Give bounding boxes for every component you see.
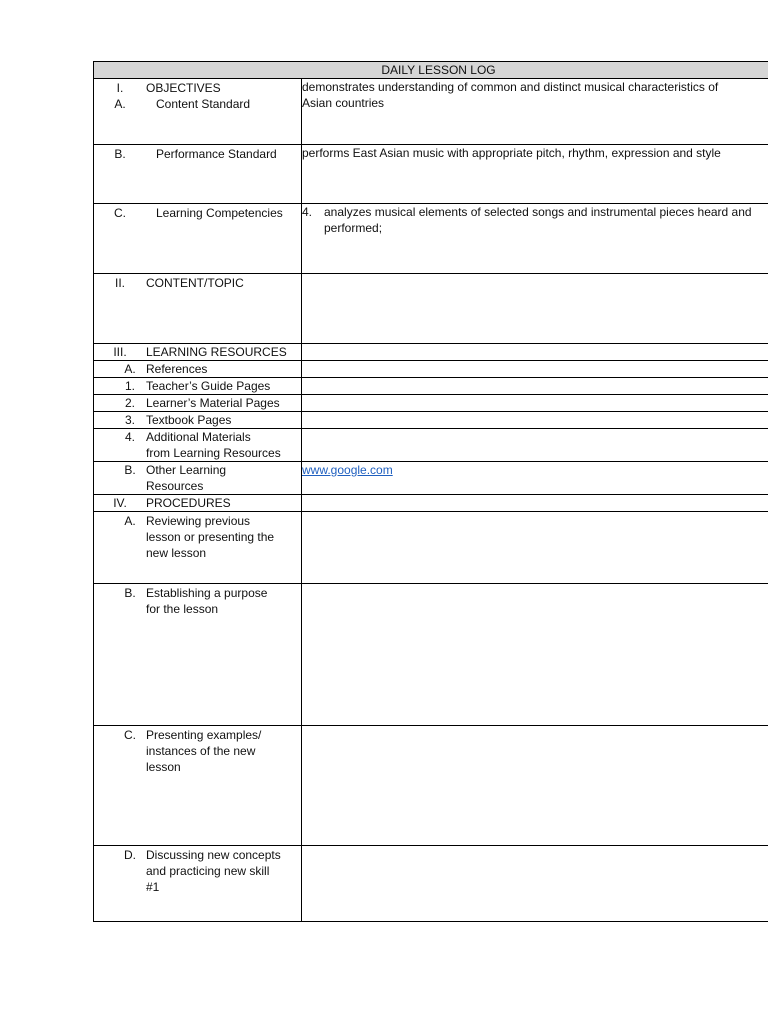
item-label-line-3: lesson — [146, 760, 181, 774]
section-num: II. — [114, 276, 125, 290]
cell-left — [94, 412, 302, 429]
item-label-line-2: for the lesson — [146, 602, 219, 616]
row-procedure-d — [94, 846, 768, 922]
section-num: I. — [116, 81, 124, 95]
table-header: DAILY LESSON LOG — [94, 62, 768, 79]
competency-text: analyzes musical elements of selected songs and instrumental pieces heard and performed; — [324, 205, 752, 235]
row-additional-materials — [94, 429, 768, 462]
item-label-line-1: Discussing new concepts — [146, 848, 281, 862]
item-num: 3. — [124, 413, 135, 427]
item-label-line-3: #1 — [146, 880, 160, 894]
cell-left — [94, 462, 302, 495]
cell-left — [94, 378, 302, 395]
row-content-standard — [94, 79, 768, 145]
item-label-line-1: Establishing a purpose — [146, 586, 268, 600]
item-num: B. — [124, 586, 136, 600]
cell-right — [302, 726, 768, 846]
cell-right — [302, 361, 768, 378]
cell-left — [94, 79, 302, 145]
item-label: Performance Standard — [156, 147, 277, 161]
row-other-resources — [94, 462, 768, 495]
performance-standard-text: performs East Asian music with appropriate pitch, rhythm, expression and style — [302, 146, 721, 160]
cell-left — [94, 584, 302, 726]
row-references — [94, 361, 768, 378]
cell-right — [302, 512, 768, 584]
cell-left — [94, 344, 302, 361]
cell-right — [302, 274, 768, 344]
cell-left — [94, 726, 302, 846]
item-label: References — [146, 362, 208, 376]
row-procedure-b — [94, 584, 768, 726]
item-num: 1. — [124, 379, 135, 393]
cell-right — [302, 145, 768, 204]
item-num: 4. — [124, 430, 135, 444]
row-content-topic — [94, 274, 768, 344]
item-label-line-1: Reviewing previous — [146, 514, 251, 528]
cell-right — [302, 462, 768, 495]
item-num: D. — [124, 848, 136, 862]
cell-left — [94, 495, 302, 512]
cell-right — [302, 495, 768, 512]
cell-right — [302, 204, 768, 274]
cell-left — [94, 145, 302, 204]
item-label: Textbook Pages — [146, 413, 232, 427]
section-title: OBJECTIVES — [146, 81, 221, 95]
cell-right — [302, 429, 768, 462]
cell-right — [302, 79, 768, 145]
row-procedure-a — [94, 512, 768, 584]
daily-lesson-log-table — [93, 61, 768, 922]
cell-left — [94, 395, 302, 412]
row-learners-material — [94, 395, 768, 412]
item-label-line-2: from Learning Resources — [146, 446, 281, 460]
section-title: CONTENT/TOPIC — [146, 276, 244, 290]
item-num: 2. — [124, 396, 135, 410]
row-procedures — [94, 495, 768, 512]
cell-left — [94, 361, 302, 378]
row-learning-resources — [94, 344, 768, 361]
item-num: A. — [124, 514, 136, 528]
content-standard-line-1: demonstrates understanding of common and distinct musical characteristics of — [302, 80, 719, 94]
competency-list-item — [302, 204, 768, 236]
resource-link[interactable]: www.google.com — [302, 463, 393, 477]
item-label-line-1: Other Learning — [146, 463, 227, 477]
content-standard-line-2: Asian countries — [302, 96, 385, 110]
item-label-line-3: new lesson — [146, 546, 207, 560]
item-num: C. — [114, 206, 126, 220]
row-textbook — [94, 412, 768, 429]
cell-left — [94, 274, 302, 344]
cell-right — [302, 378, 768, 395]
item-label: Content Standard — [156, 97, 251, 111]
section-title: LEARNING RESOURCES — [146, 345, 287, 359]
item-label-line-2: Resources — [146, 479, 204, 493]
item-label-line-1: Additional Materials — [146, 430, 251, 444]
item-label: Learning Competencies — [156, 206, 283, 220]
item-num: A. — [114, 97, 126, 111]
item-label-line-1: Presenting examples/ — [146, 728, 262, 742]
cell-left — [94, 429, 302, 462]
item-label: Teacher’s Guide Pages — [146, 379, 271, 393]
row-procedure-c — [94, 726, 768, 846]
cell-right — [302, 846, 768, 922]
section-num: III. — [113, 345, 127, 359]
item-num: B. — [124, 463, 136, 477]
item-label-line-2: and practicing new skill — [146, 864, 270, 878]
item-num: A. — [124, 362, 136, 376]
cell-right — [302, 395, 768, 412]
item-label: Learner’s Material Pages — [146, 396, 280, 410]
row-teachers-guide — [94, 378, 768, 395]
item-num: C. — [124, 728, 136, 742]
row-performance-standard — [94, 145, 768, 204]
cell-left — [94, 204, 302, 274]
row-learning-competencies — [94, 204, 768, 274]
header-row — [94, 62, 768, 79]
cell-left — [94, 512, 302, 584]
item-label-line-2: instances of the new — [146, 744, 256, 758]
competency-num: 4. — [302, 205, 313, 219]
section-num: IV. — [113, 496, 127, 510]
item-label-line-2: lesson or presenting the — [146, 530, 275, 544]
cell-right — [302, 412, 768, 429]
section-title: PROCEDURES — [146, 496, 231, 510]
cell-left — [94, 846, 302, 922]
cell-right — [302, 584, 768, 726]
item-num: B. — [114, 147, 126, 161]
cell-right — [302, 344, 768, 361]
